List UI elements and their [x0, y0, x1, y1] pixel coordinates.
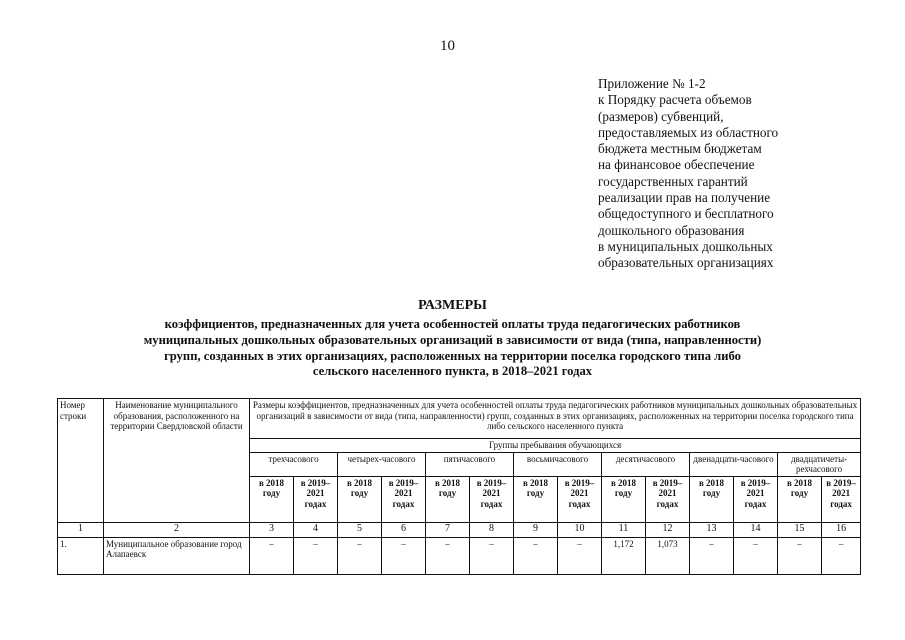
coefficient-cell: –: [558, 537, 602, 574]
group-header-5h: пятичасового: [426, 452, 514, 476]
subtitle-line: сельского населенного пункта, в 2018–2021 годах: [312, 364, 593, 379]
group-header-3h: трехчасового: [250, 452, 338, 476]
year-header-2018: в 2018 году: [514, 476, 558, 522]
coefficient-cell: –: [778, 537, 822, 574]
column-number: 2: [104, 522, 250, 537]
coefficient-cell: –: [734, 537, 778, 574]
year-header-2019-2021: в 2019–2021 годах: [382, 476, 426, 522]
column-number: 3: [250, 522, 294, 537]
appendix-line: дошкольного образования: [598, 222, 745, 238]
municipality-name: Муниципальное образование город Алапаевск: [104, 537, 250, 574]
year-header-2018: в 2018 году: [338, 476, 382, 522]
appendix-line: на финансовое обеспечение: [598, 157, 755, 173]
year-header-2019-2021: в 2019–2021 годах: [470, 476, 514, 522]
subtitle-line: групп, созданных в этих организациях, расположенных на территории поселка городского типа либо: [164, 348, 741, 363]
year-header-2018: в 2018 году: [778, 476, 822, 522]
appendix-block: [598, 76, 888, 272]
appendix-line: предоставляемых из областного: [598, 124, 779, 140]
coefficient-cell: –: [690, 537, 734, 574]
year-header-2018: в 2018 году: [602, 476, 646, 522]
appendix-line: Приложение № 1-2: [598, 76, 706, 91]
coefficient-cell: 1,172: [602, 537, 646, 574]
coefficients-table: [57, 398, 861, 575]
column-number: 14: [734, 522, 778, 537]
year-header-2019-2021: в 2019–2021 годах: [646, 476, 690, 522]
group-header-8h: восьмичасового: [514, 452, 602, 476]
document-title: РАЗМЕРЫ: [418, 298, 487, 313]
coefficient-cell: –: [294, 537, 338, 574]
column-number: 4: [294, 522, 338, 537]
appendix-line: образовательных организациях: [598, 255, 774, 271]
column-number: 6: [382, 522, 426, 537]
group-header-12h: двенадцати-часового: [690, 452, 778, 476]
group-header-10h: десятичасового: [602, 452, 690, 476]
header-municipality-name: Наименование муниципального образования, расположенного на территории Свердловской области: [104, 399, 250, 523]
year-header-2019-2021: в 2019–2021 годах: [558, 476, 602, 522]
column-number: 13: [690, 522, 734, 537]
column-number: 12: [646, 522, 690, 537]
year-header-2018: в 2018 году: [426, 476, 470, 522]
appendix-line: в муниципальных дошкольных: [598, 238, 773, 254]
group-header-24h: двадцатичеты-рехчасового: [778, 452, 861, 476]
column-number: 8: [470, 522, 514, 537]
coefficient-cell: –: [338, 537, 382, 574]
column-number: 11: [602, 522, 646, 537]
coefficient-cell: –: [470, 537, 514, 574]
appendix-line: государственных гарантий: [598, 173, 748, 189]
document-subtitle: [40, 317, 865, 380]
column-number: 15: [778, 522, 822, 537]
column-number: 5: [338, 522, 382, 537]
year-header-2019-2021: в 2019–2021 годах: [294, 476, 338, 522]
column-number: 9: [514, 522, 558, 537]
coefficient-cell: –: [250, 537, 294, 574]
row-number: 1.: [58, 537, 104, 574]
table-row: [58, 537, 861, 574]
column-number: 1: [58, 522, 104, 537]
subtitle-line: муниципальных дошкольных образовательных организаций в зависимости от вида (типа, направленности): [143, 332, 762, 347]
appendix-line: общедоступного и бесплатного: [598, 206, 774, 222]
appendix-line: к Порядку расчета объемов: [598, 92, 752, 108]
coefficient-cell: –: [426, 537, 470, 574]
year-header-2019-2021: в 2019–2021 годах: [822, 476, 861, 522]
column-number: 16: [822, 522, 861, 537]
coefficient-cell: –: [822, 537, 861, 574]
header-coefficient-sizes: Размеры коэффициентов, предназначенных для учета особенностей оплаты труда педагогических работников муниципальных дошкольных образовательных организаций в зависимости от вида (типа, направленности) групп, созданных в этих организациях, расположенных на территории поселка городского типа либо сельского населенного пункта: [250, 399, 861, 439]
header-row-number: Номер строки: [58, 399, 104, 523]
coefficient-cell: –: [514, 537, 558, 574]
year-header-2018: в 2018 году: [250, 476, 294, 522]
appendix-line: (размеров) субвенций,: [598, 108, 724, 124]
appendix-line: бюджета местным бюджетам: [598, 141, 762, 157]
coefficient-cell: –: [382, 537, 426, 574]
year-header-2019-2021: в 2019–2021 годах: [734, 476, 778, 522]
header-stay-groups: Группы пребывания обучающихся: [250, 439, 861, 453]
page-number: 10: [440, 38, 455, 54]
appendix-line: реализации прав на получение: [598, 190, 771, 206]
coefficient-cell: 1,073: [646, 537, 690, 574]
column-number: 7: [426, 522, 470, 537]
column-number: 10: [558, 522, 602, 537]
group-header-4h: четырех-часового: [338, 452, 426, 476]
year-header-2018: в 2018 году: [690, 476, 734, 522]
subtitle-line: коэффициентов, предназначенных для учета особенностей оплаты труда педагогических работников: [164, 317, 741, 331]
